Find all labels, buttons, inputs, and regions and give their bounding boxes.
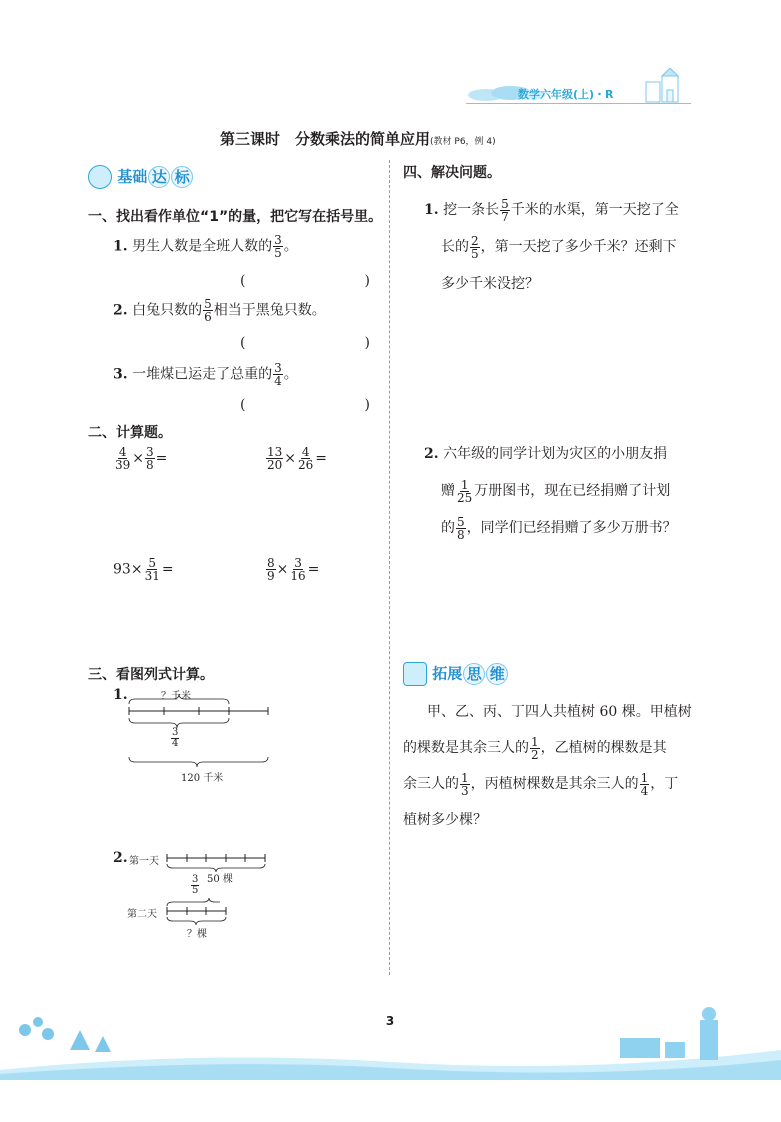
s1-q3-n: 3 xyxy=(274,361,282,375)
problem-1-frac1 xyxy=(500,198,510,223)
calc-1 xyxy=(113,446,167,471)
problem-2-d2: 8 xyxy=(457,527,465,542)
calc-2-b-n: 4 xyxy=(301,445,310,459)
badge-extension-char2: 思 xyxy=(463,663,485,685)
s1-q2 xyxy=(113,298,326,323)
problem-1-line3: 多少千米没挖？ xyxy=(441,276,539,292)
s1-q1 xyxy=(113,234,298,259)
extension-l3b: ，丙植树棵数是其余三人的 xyxy=(470,776,639,792)
title-main: 第三课时 分数乘法的简单应用 xyxy=(220,130,431,148)
extension-n3: 1 xyxy=(640,770,649,785)
header-subject: 数学六年级(上)・R xyxy=(518,88,614,101)
problem-2-num: 2. xyxy=(424,446,439,462)
problem-2-l1: 六年级的同学计划为灾区的小朋友捐 xyxy=(443,446,668,462)
calc-1-a-n: 4 xyxy=(118,445,127,459)
s1-q2-text: 相当于黑兔只数。 xyxy=(213,302,326,319)
calc-3-eq: = xyxy=(161,561,174,578)
calc-1-eq: = xyxy=(155,450,168,467)
s1-q3 xyxy=(113,362,298,387)
calc-4-a-n: 8 xyxy=(267,556,275,570)
diagram-1-frac xyxy=(171,728,179,749)
page-number: 3 xyxy=(385,1014,395,1028)
extension-frac2 xyxy=(460,772,470,797)
diagram-1-top-label: ？千米 xyxy=(161,691,191,702)
diagram-2-num: 2. xyxy=(113,850,128,866)
column-divider xyxy=(389,160,390,975)
problem-1-line2 xyxy=(424,229,694,266)
diagram-2-total: 50 棵 xyxy=(207,874,233,885)
problem-2-l2a: 赠 xyxy=(441,483,455,499)
extension-d3: 4 xyxy=(640,783,649,798)
calc-1-op: × xyxy=(132,450,145,467)
diagram-1-total: 120 千米 xyxy=(181,773,224,784)
calc-1-a-d: 39 xyxy=(115,458,131,472)
extension-line2 xyxy=(403,730,693,766)
calc-4 xyxy=(265,557,319,582)
robot-icon xyxy=(403,662,427,686)
calc-4-b-n: 3 xyxy=(294,556,302,570)
problem-1-l1a: 挖一条长 xyxy=(443,202,500,218)
extension-l3a: 余三人的 xyxy=(403,776,459,792)
calc-3 xyxy=(113,557,174,582)
calc-3-b-n: 5 xyxy=(148,556,157,570)
problem-1-n2: 2 xyxy=(471,233,479,248)
s1-q3-d: 4 xyxy=(274,374,282,388)
calc-1-b-n: 3 xyxy=(146,445,154,459)
extension-line3 xyxy=(403,766,693,802)
diagram-1-n: 3 xyxy=(172,727,179,738)
extension-l2b: ，乙植树的棵数是其 xyxy=(540,740,667,756)
extension-l3c: ，丁 xyxy=(650,776,679,792)
badge-basic xyxy=(88,165,193,189)
problem-1-num: 1. xyxy=(424,202,439,218)
problem-2-l3a: 的 xyxy=(441,520,455,536)
problem-1-frac2 xyxy=(470,235,480,260)
calc-2-eq: = xyxy=(315,450,328,467)
section3-heading: 三、看图列式计算。 xyxy=(88,667,214,683)
badge-extension-text1: 拓展 xyxy=(432,664,463,683)
calc-3-frac-b xyxy=(144,557,161,582)
s1-q1-n: 3 xyxy=(274,233,282,247)
calc-1-frac-a xyxy=(114,446,131,471)
diagram-2-question: ？棵 xyxy=(187,929,207,940)
extension-l2a: 的棵数是其余三人的 xyxy=(403,740,529,756)
calc-2-frac-b xyxy=(297,446,314,471)
extension-d1: 2 xyxy=(531,747,539,762)
s1-q2-answer[interactable] xyxy=(240,335,370,351)
problem-2-n1: 1 xyxy=(460,477,469,492)
calc-4-frac-b xyxy=(289,557,306,582)
calc-1-b-d: 8 xyxy=(146,458,154,472)
diagram-1 xyxy=(113,687,273,787)
calc-2-b-d: 26 xyxy=(298,458,314,472)
problem-2-frac2 xyxy=(456,516,466,541)
calc-3-whole: 93 xyxy=(113,561,131,578)
extension-frac3 xyxy=(640,772,650,797)
header-rule xyxy=(466,103,691,104)
calc-4-frac-a xyxy=(266,557,276,582)
diagram-2-frac xyxy=(191,875,199,896)
calc-2-frac-a xyxy=(266,446,283,471)
s1-q3-end: 。 xyxy=(283,366,298,383)
diagram-2-day2: 第二天 xyxy=(127,909,157,920)
page-number-badge xyxy=(378,1012,402,1030)
diagram-1-d: 4 xyxy=(172,738,179,749)
diagram-2-d: 5 xyxy=(192,885,199,896)
diagram-2-n: 3 xyxy=(192,874,199,885)
problem-2-line2 xyxy=(424,473,694,510)
badge-basic-char2: 达 xyxy=(148,166,170,188)
castle-icon xyxy=(640,68,686,104)
problem-2-n2: 5 xyxy=(457,514,465,529)
badge-basic-char3: 标 xyxy=(171,166,193,188)
section1-heading: 一、找出看作单位“1”的量，把它写在括号里。 xyxy=(88,209,383,225)
s1-q3-frac xyxy=(273,362,283,387)
calc-4-op: × xyxy=(276,561,289,578)
problem-1-l2b: ，第一天挖了多少千米？还剩下 xyxy=(480,239,677,255)
page-title xyxy=(220,128,496,149)
problem-2-d1: 25 xyxy=(457,490,473,505)
diagram-1-num: 1. xyxy=(113,687,128,703)
problem-2-line3 xyxy=(424,510,694,547)
problem-2 xyxy=(424,436,694,547)
extension-frac1 xyxy=(530,736,540,761)
problem-1-l1b: 千米的水渠，第一天挖了全 xyxy=(510,202,679,218)
section4-heading: 四、解决问题。 xyxy=(403,165,501,181)
diagram-2 xyxy=(113,846,278,941)
s1-q1-end: 。 xyxy=(283,238,298,255)
s1-q2-paren-close: ) xyxy=(364,335,370,351)
extension-line1: 甲、乙、丙、丁四人共植树 60 棵。甲植树 xyxy=(427,704,692,720)
badge-basic-text1: 基础 xyxy=(117,167,148,186)
s1-q3-paren-close: ) xyxy=(364,397,370,413)
problem-1-l2a: 长的 xyxy=(441,239,469,255)
s1-q1-paren-close: ) xyxy=(364,273,370,289)
title-note: (教材 P6，例 4) xyxy=(430,137,496,147)
extension-n2: 1 xyxy=(461,770,469,785)
calc-2-a-d: 20 xyxy=(267,458,283,472)
calc-4-b-d: 16 xyxy=(290,569,306,583)
s1-q3-text: 一堆煤已运走了总重的 xyxy=(132,366,273,383)
s1-q1-paren-open: ( xyxy=(240,273,246,289)
extension-d2: 3 xyxy=(461,783,469,798)
panda-icon xyxy=(88,165,112,189)
problem-1-n1: 5 xyxy=(501,196,509,211)
calc-2-op: × xyxy=(284,450,297,467)
extension-line4: 植树多少棵？ xyxy=(403,812,487,828)
s1-q2-num: 2. xyxy=(113,302,128,319)
s1-q1-frac xyxy=(273,234,283,259)
s1-q2-frac xyxy=(203,298,213,323)
s1-q2-paren-open: ( xyxy=(240,335,246,351)
problem-1-d2: 5 xyxy=(471,246,479,261)
calc-1-frac-b xyxy=(145,446,155,471)
problem-1-line1 xyxy=(424,192,694,229)
s1-q1-d: 5 xyxy=(274,246,282,260)
s1-q2-d: 6 xyxy=(204,310,212,324)
s1-q1-num: 1. xyxy=(113,238,128,255)
extension-n1: 1 xyxy=(531,734,539,749)
badge-extension xyxy=(403,662,508,686)
s1-q2-n: 5 xyxy=(204,297,212,311)
s1-q1-answer[interactable] xyxy=(240,273,370,289)
s1-q1-text: 男生人数是全班人数的 xyxy=(132,238,273,255)
extension-problem xyxy=(403,694,693,838)
problem-2-l2b: 万册图书，现在已经捐赠了计划 xyxy=(474,483,671,499)
s1-q3-paren-open: ( xyxy=(240,397,246,413)
s1-q2-pre: 白兔只数的 xyxy=(132,302,203,319)
section2-heading: 二、计算题。 xyxy=(88,425,172,441)
s1-q3-num: 3. xyxy=(113,366,128,383)
calc-4-a-d: 9 xyxy=(267,569,275,583)
problem-1 xyxy=(424,192,694,303)
diagram-2-day1: 第一天 xyxy=(129,856,159,867)
problem-1-d1: 7 xyxy=(501,209,509,224)
calc-2 xyxy=(265,446,327,471)
problem-2-l3b: ，同学们已经捐赠了多少万册书？ xyxy=(466,520,677,536)
problem-2-frac1 xyxy=(456,479,473,504)
calc-3-b-d: 31 xyxy=(144,569,160,583)
calc-2-a-n: 13 xyxy=(267,445,283,459)
badge-extension-char3: 维 xyxy=(486,663,508,685)
s1-q3-answer[interactable] xyxy=(240,397,370,413)
calc-4-eq: = xyxy=(307,561,320,578)
problem-2-line1 xyxy=(424,436,694,473)
calc-3-op: × xyxy=(130,561,143,578)
